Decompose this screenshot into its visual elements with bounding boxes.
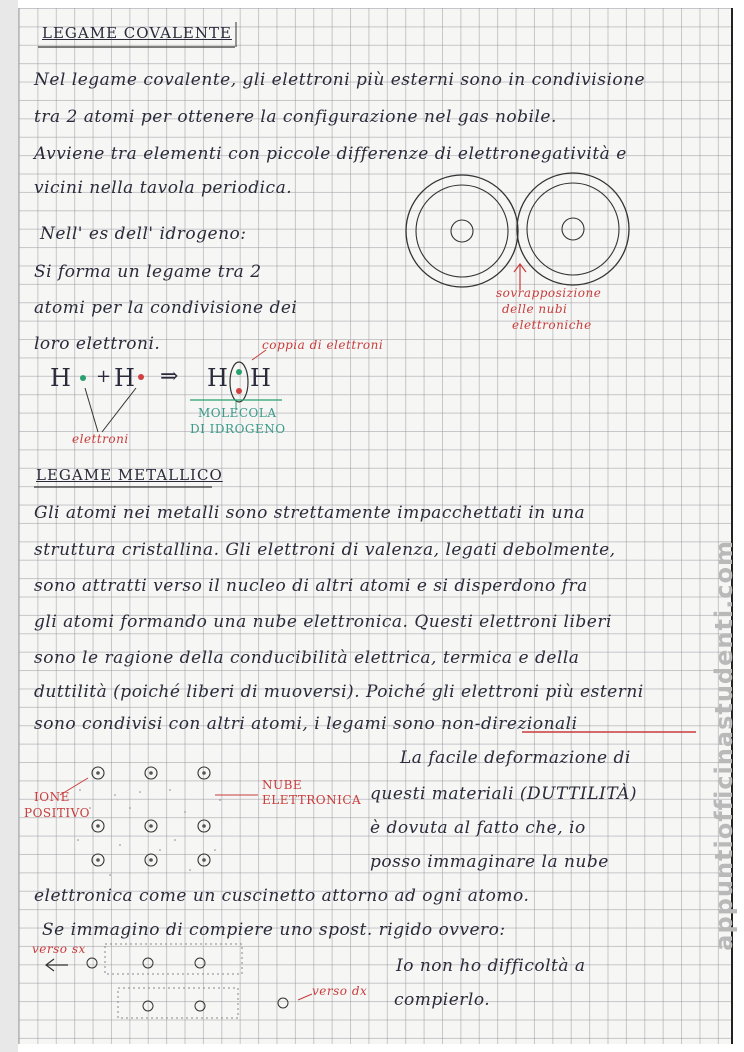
electrons-label: elettroni xyxy=(72,432,129,446)
nucleus-right xyxy=(562,218,584,240)
verso-dx-label: verso dx xyxy=(312,984,368,998)
nucleus-left xyxy=(451,220,473,242)
metallic-line-1: Gli atomi nei metalli sono strettamente impacchettati in una xyxy=(34,503,586,523)
formula-h2-right: H xyxy=(250,364,272,392)
ion-label-1: IONE xyxy=(34,790,70,804)
covalent-line-2: tra 2 atomi per ottenere la configurazione nel gas nobile. xyxy=(34,107,557,127)
watermark: appuntiofficinastudenti.com xyxy=(710,540,738,951)
example-line-3: atomi per la condivisione dei xyxy=(34,298,298,318)
covalent-line-4: vicini nella tavola periodica. xyxy=(34,178,293,198)
no-diff-line-2: compierlo. xyxy=(394,990,491,1010)
overlap-label-1: sovrapposizione xyxy=(496,286,602,300)
cloud-label-1: NUBE xyxy=(262,778,303,792)
overlap-label-2: delle nubi xyxy=(502,302,568,316)
ion-label-2: POSITIVO xyxy=(24,806,90,820)
metallic-line-4: gli atomi formando una nube elettronica. Questi elettroni liberi xyxy=(34,612,612,632)
shared-pair-ellipse xyxy=(230,362,248,402)
section-title-covalent: LEGAME COVALENTE xyxy=(42,24,232,42)
deform-line-3: è dovuta al fatto che, io xyxy=(370,818,586,838)
formula-h-left: H xyxy=(50,364,72,392)
atom-outer-right xyxy=(517,173,629,285)
atom-inner-right xyxy=(527,183,619,275)
covalent-line-3: Avviene tra elementi con piccole differenze di elettronegatività e xyxy=(34,144,627,164)
metallic-line-2: struttura cristallina. Gli elettroni di valenza, legati debolmente, xyxy=(34,540,616,560)
covalent-line-1: Nel legame covalente, gli elettroni più esterni sono in condivisione xyxy=(34,70,646,90)
no-diff-line-1: Io non ho difficoltà a xyxy=(396,956,586,976)
electron-red-right xyxy=(138,374,144,380)
molecule-label-2: DI IDROGENO xyxy=(190,422,286,436)
metal-lattice xyxy=(92,767,210,866)
pair-label: coppia di elettroni xyxy=(262,338,384,352)
example-line-1: Nell' es dell' idrogeno: xyxy=(40,224,247,244)
verso-sx-label: verso sx xyxy=(32,942,86,956)
atom-inner-left xyxy=(416,185,508,277)
deform-line-1: La facile deformazione di xyxy=(400,748,631,768)
overlap-label-3: elettroniche xyxy=(512,318,592,332)
deform-line-4: posso immaginare la nube xyxy=(370,852,609,872)
deform-line-5: elettronica come un cuscinetto attorno ad ogni atomo. xyxy=(34,886,530,906)
metallic-line-6: duttilità (poiché liberi di muoversi). Poiché gli elettroni più esterni xyxy=(34,682,644,702)
formula-plus: + xyxy=(96,366,112,387)
atom-outer-left xyxy=(406,175,518,287)
deform-line-2: questi materiali (DUTTILITÀ) xyxy=(370,784,638,804)
metallic-line-3: sono attratti verso il nucleo di altri atomi e si disperdono fra xyxy=(34,576,588,596)
molecule-label-1: MOLECOLA xyxy=(198,406,277,420)
electron-teal-left xyxy=(80,375,86,381)
example-line-2: Si forma un legame tra 2 xyxy=(34,262,262,282)
section-title-metallic: LEGAME METALLICO xyxy=(36,466,223,484)
formula-h2-left: H xyxy=(207,364,229,392)
formula-arrow: ⇒ xyxy=(160,364,179,389)
example-line-4: loro elettroni. xyxy=(34,334,161,354)
metallic-line-7: sono condivisi con altri atomi, i legami sono non-direzionali xyxy=(34,714,578,734)
shift-line-1: Se immagino di compiere uno spost. rigido ovvero: xyxy=(42,920,506,940)
cloud-label-2: ELETTRONICA xyxy=(262,793,362,807)
formula-h-right: H xyxy=(114,364,136,392)
metallic-line-5: sono le ragione della conducibilità elettrica, termica e della xyxy=(34,648,580,668)
